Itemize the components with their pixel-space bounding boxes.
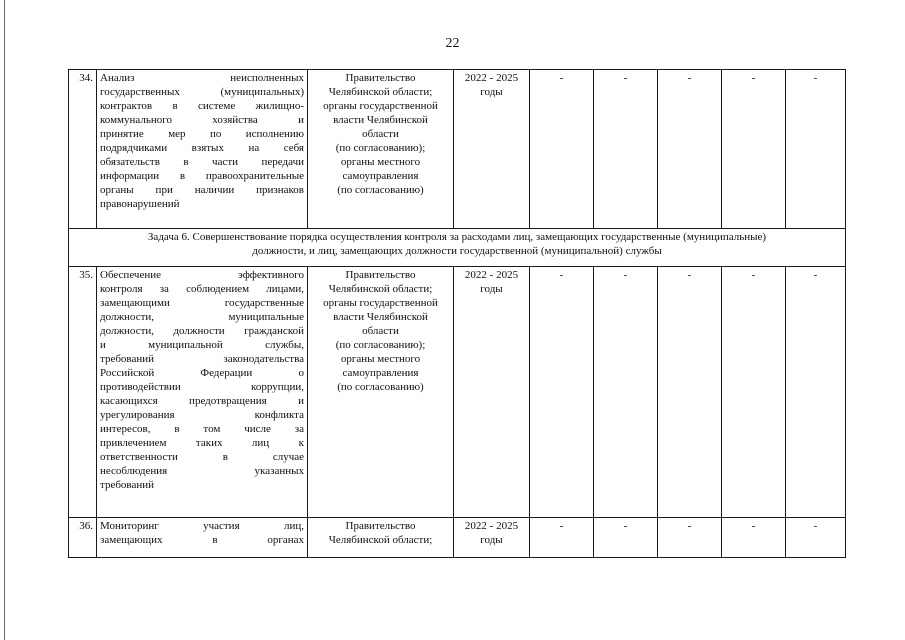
period-line: 2022 - 2025 [464,269,519,281]
measure-description [97,70,308,229]
period-line: 2022 - 2025 [464,520,519,532]
description-line: должности, муниципальные [100,311,304,323]
description-line: привлечением таких лиц к [100,437,304,449]
description-line: замещающими государственные [100,297,304,309]
implementation-period [454,518,530,558]
task-heading-line: должности, и лиц, замещающих должности государственной (муниципальной) службы [252,245,662,257]
description-line: требований законодательства [100,353,304,365]
measure-description [97,267,308,518]
period-line: годы [480,283,503,295]
implementation-period [454,70,530,229]
description-line: Российской Федерации о [100,367,304,379]
org-line: Челябинской области; [328,86,433,98]
period-line: годы [480,534,503,546]
org-line: (по согласованию) [337,184,424,196]
org-line: самоуправления [342,170,419,182]
org-line: органы государственной [323,100,438,112]
description-line: принятие мер по исполнению [100,128,304,140]
description-line: органы при наличии признаков [100,184,304,196]
description-line: правонарушений [100,198,180,210]
org-line: органы местного [340,353,421,365]
task-row [69,229,846,267]
org-line: органы государственной [323,297,438,309]
value-cell: - [722,70,786,229]
measures-table [68,69,846,558]
value-cell: - [786,70,846,229]
org-line: Правительство [345,269,416,281]
description-line: Обеспечение эффективного [100,269,304,281]
implementation-period [454,267,530,518]
description-line: Мониторинг участия лиц, [100,520,304,532]
description-line: контроля за соблюдением лицами, [100,283,304,295]
org-line: власти Челябинской [333,311,428,323]
description-line: государственных (муниципальных) [100,86,304,98]
page-edge-line [4,0,5,640]
description-line: подрядчиками взятых на себя [100,142,304,154]
description-line: и муниципальной службы, [100,339,304,351]
description-line: ответственности в случае [100,451,304,463]
description-line: коммунального хозяйства и [100,114,304,126]
value-cell: - [594,518,658,558]
value-cell: - [658,267,722,518]
table-row-36 [69,518,846,558]
value-cell: - [530,70,594,229]
org-line: органы местного [340,156,421,168]
org-line: (по согласованию); [335,142,426,154]
value-cell: - [786,267,846,518]
description-line: должности, должности гражданской [100,325,304,337]
org-line: области [362,128,399,140]
org-line: Челябинской области; [328,283,433,295]
description-line: информации в правоохранительные [100,170,304,182]
org-line: Правительство [345,520,416,532]
description-line: требований [100,479,155,491]
task-heading [69,229,846,267]
period-line: годы [480,86,503,98]
org-line: самоуправления [342,367,419,379]
responsible-organizations [308,70,454,229]
description-line: обязательств в части передачи [100,156,304,168]
table-row-35 [69,267,846,518]
description-line: противодействии коррупции, [100,381,304,393]
org-line: Челябинской области; [328,534,433,546]
org-line: власти Челябинской [333,114,428,126]
description-line: замещающих в органах [100,534,304,546]
org-line: (по согласованию); [335,339,426,351]
value-cell: - [594,267,658,518]
value-cell: - [722,267,786,518]
value-cell: - [530,267,594,518]
org-line: (по согласованию) [337,381,424,393]
value-cell: - [786,518,846,558]
description-line: несоблюдения указанных [100,465,304,477]
value-cell: - [594,70,658,229]
value-cell: - [530,518,594,558]
task-heading-line: Задача 6. Совершенствование порядка осуществления контроля за расходами лиц, замещающих государственные (муниципальные) [147,231,767,243]
responsible-organizations [308,267,454,518]
description-line: Анализ неисполненных [100,72,304,84]
measure-description [97,518,308,558]
value-cell: - [658,518,722,558]
row-number: 36. [69,518,97,558]
description-line: интересов, в том числе за [100,423,304,435]
table-row-34 [69,70,846,229]
description-line: контрактов в системе жилищно- [100,100,304,112]
row-number: 35. [69,267,97,518]
description-line: урегулирования конфликта [100,409,304,421]
org-line: области [362,325,399,337]
row-number: 34. [69,70,97,229]
period-line: 2022 - 2025 [464,72,519,84]
description-line: касающихся предотвращения и [100,395,304,407]
value-cell: - [658,70,722,229]
value-cell: - [722,518,786,558]
responsible-organizations [308,518,454,558]
org-line: Правительство [345,72,416,84]
page-number: 22 [445,36,460,51]
